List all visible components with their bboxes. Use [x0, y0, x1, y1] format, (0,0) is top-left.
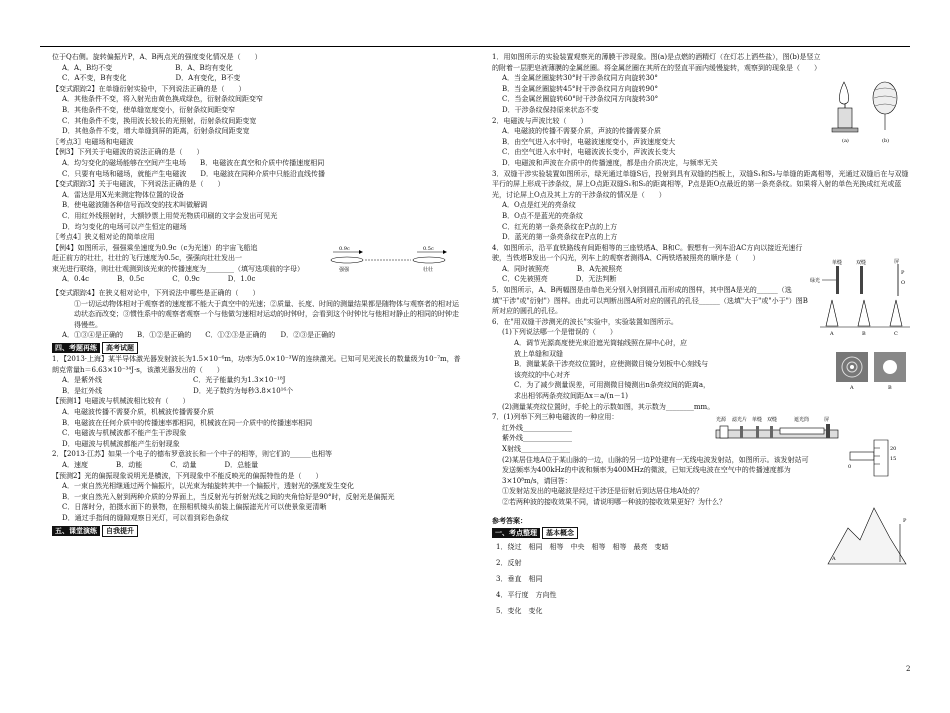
question-line: 【变式跟踪3】关于电磁波，下列说法正确的是（ ） — [52, 180, 225, 189]
option-line: C．其他条件不变，换用波长较长的光照射，衍射条纹间距变宽 — [62, 116, 257, 125]
option-line: A．电磁波的传播不需要介质，声波的传播需要介质 — [502, 127, 662, 136]
lamp-base — [832, 128, 858, 132]
velocity-label: 0.5c — [423, 246, 434, 252]
option-line: A．是紫外线 C．光子能量约为1.3×10⁻¹⁸J — [62, 376, 286, 385]
soap-film-ring-icon — [873, 82, 897, 114]
diffraction-pattern-figure — [834, 350, 910, 390]
tower-b-icon — [858, 300, 870, 326]
scale-label-0: 0 — [848, 464, 852, 470]
option-line: C．日落时分，拍摄水面下的景物，在照相机镜头前装上偏振滤光片可以使景象更清晰 — [62, 503, 327, 512]
option-line: A．同时被照亮 B．A先被照亮 — [502, 264, 623, 273]
option-line: D．蓝光的第一条亮条纹在P点的上方 — [502, 233, 618, 242]
question-block: 1．【2013·上海】某半导体激光器发射波长为1.5×10⁻⁶m，功率为5.0×10⁻³W的连续激光。已知可见光波长的数量级为10⁻⁷m，普朗克常量h＝6.63×10⁻³⁴J·s，该激光器发出的（ ） — [52, 355, 461, 374]
mountain-figure — [826, 500, 910, 566]
blank-line: 红外线______________ — [502, 423, 572, 432]
apparatus-figure — [714, 414, 842, 448]
slit1-label: 单缝 — [752, 417, 763, 423]
filter — [740, 426, 743, 438]
statement-block: ①一切运动物体相对于观察者的速度都不能大于真空中的光速；②质量、长度、时间的测量结果都是随物体与观察者的相对运动状态而改变；③惯性系中的观察者观察一个与他做匀速相对运动的时钟时，会看到这个时钟比与他相对静止的相同的时钟走得慢些。 — [74, 299, 459, 329]
velocity-label: 0.9c — [339, 246, 350, 252]
answer-line: 3．垂直 相同 — [496, 575, 543, 584]
question-line: 【例4】如图所示，强强乘坐速度为0.9c（c为光速）的宇宙飞船追 — [52, 243, 258, 252]
section-number: 四、考题再练 — [52, 343, 100, 353]
option-line: D．通过手指间的缝隙观察日光灯，可以看到彩色条纹 — [62, 513, 229, 522]
question-block: 1．用如图所示的实验装置观察光的薄膜干涉现象。图(a)是点燃的酒精灯（在灯芯上洒些盐），图(b)是竖立的附着一层肥皂液薄膜的金属丝圈。将金属丝圈在其所在的竖直平面内缓慢旋转，观察到的现象是（ ） — [492, 53, 821, 72]
section-heading-5 — [52, 525, 464, 537]
tower-a-icon — [826, 300, 838, 326]
question-line: 束光进行联络，则壮壮观测到该光束的传播速度为________（填写选项前的字母） — [52, 264, 304, 273]
option-line: A．当金属丝圈旋转30°时干涉条纹同方向旋转30° — [502, 74, 658, 83]
option-line: B．是红外线 D．光子数约为每秒3.8×10¹⁶个 — [62, 386, 294, 395]
sleeve — [850, 452, 874, 460]
subquestion-line: ①发射站发出的电磁波是经过干涉还是衍射后到达居住地A处的？ — [502, 487, 704, 496]
arrow-head — [443, 250, 447, 254]
section-number: 五、课堂演练 — [52, 526, 100, 536]
question-block: 4．如图所示，沿平直铁路线有间距相等的三座铁塔A、B和C。假想有一列车沿AC方向以接近光速行驶，当铁塔B发出一个闪光，列车上的观察者测得A、C两铁塔被照亮的顺序是（ ） — [492, 243, 803, 263]
question-block: 3．双缝干涉实验装置如图所示，绿光通过单缝S后，投射到具有双缝的挡板上，双缝S₁和S₂与单缝的距离相等，光通过双缝后在与双缝平行的屏上形成干涉条纹，屏上O点距双缝S₁和S₂的距离相等，P点是距O点最近的第一条亮条纹。如果将入射的单色光换成红光或蓝光，讨论屏上O点及其上方的干涉条纹的情况是（ ） — [492, 169, 909, 199]
pattern-a-label: A — [850, 385, 854, 390]
point-o-label: O — [901, 280, 906, 286]
spaceship-figure — [325, 244, 455, 274]
light-source-icon — [720, 426, 728, 438]
alcohol-lamp-icon — [838, 108, 852, 128]
blank-line: X射线______________ — [502, 444, 570, 453]
pattern-b-label: B — [888, 385, 892, 390]
option-line: C．用红外线照射时，大额钞票上用荧光物质印刷的文字会发出可见光 — [62, 211, 278, 220]
mountain-range — [828, 508, 906, 564]
light-tube — [780, 428, 824, 434]
question-line: 【预测2】光的偏振现象说明光是横波，下列现象中不能反映光的偏振特性的是（ ） — [52, 471, 323, 480]
question-line: 【变式跟踪4】在狭义相对论中，下列说法中哪些是正确的（ ） — [52, 289, 260, 298]
ship-b-label: 壮壮 — [423, 267, 434, 273]
option-line: C．由空气进入水中时，电磁波波长变小，声波波长变大 — [502, 148, 676, 157]
option-line: C．C先被照亮 D．无法判断 — [502, 275, 617, 284]
single-slit — [756, 426, 759, 438]
option-line: A．雷达是用X光来测定物体位置的设备 — [62, 190, 185, 199]
option-line: D．电磁波和声波在介质中的传播速度，都是由介质决定，与频率无关 — [502, 158, 718, 167]
option-line: B．电磁波在任何介质中的传播速率都相同，机械波在同一介质中的传播速率相同 — [62, 418, 313, 427]
option-line: B．使电磁波随各种信号而改变的技术叫做解调 — [62, 201, 208, 210]
tower-c-icon — [890, 300, 902, 326]
ship-a-label: 强强 — [339, 267, 350, 273]
arrow-head — [359, 250, 363, 254]
option-line: D．均匀变化的电场可以产生恒定的磁场 — [62, 222, 187, 231]
source-label: 光源 — [716, 417, 727, 423]
tower-figure — [818, 296, 912, 336]
option-line: A．均匀变化的磁场能够在空间产生电场 B．电磁波在真空和介质中传播速度相同 — [62, 158, 325, 167]
filter-label: 滤光片 — [732, 417, 748, 423]
option-line: C．A不变，B有变化 D．A有变化，B不变 — [62, 74, 241, 83]
tower-a-label: A — [830, 331, 834, 336]
left-column — [52, 52, 464, 537]
screen-eyepiece — [826, 424, 830, 438]
text-line: 位于Q右侧。旋转偏振片P，A、B两点光的强度变化情况是（ ） — [52, 53, 262, 61]
option-line: C．红光的第一条亮条纹在P点的上方 — [502, 222, 618, 231]
figure-b-label: (b) — [882, 138, 890, 144]
option-line: B．O点不是蓝光的亮条纹 — [502, 211, 583, 220]
option-line: C．当金属丝圈旋转60°时干涉条纹同方向旋转30° — [502, 95, 659, 104]
option-line: B．当金属丝圈旋转45°时干涉条纹同方向旋转90° — [502, 84, 658, 93]
answer-line: 1．绕过 相同 相等 中央 相等 相等 最亮 变暗 — [496, 543, 669, 552]
double-slit-plate — [860, 266, 863, 294]
question-block: 5．如图所示，A、B两幅图是由单色光分别入射到圆孔而形成的图样，其中图A是光的______（选填"干涉"或"衍射"）图样。由此可以判断出图A所对应的圆孔的孔径______（选填"大于"或"小于"）图B所对应的圆孔的孔径。 — [492, 286, 808, 316]
question-line: 7．(1)列举下列三种电磁波的一种应用： — [492, 413, 619, 422]
option-line: C．只要有电场和磁场，就能产生电磁波 D．电磁波在同种介质中只能沿直线传播 — [62, 169, 325, 178]
question-line: 2．【2013·江苏】如果一个电子的德布罗意波长和一个中子的相等，则它们的______也相等 — [52, 450, 332, 459]
single-slit-plate — [836, 266, 839, 294]
option-line: A．①③④是正确的 B．①②是正确的 C．①②③是正确的 D．②③是正确的 — [62, 331, 336, 340]
double-slit-figure — [808, 258, 908, 298]
option-block: C．为了减少测量误差，可用测微目镜测出n条亮纹间的距离a，求出相邻两条亮纹间距Δx＝a/(n－1) — [514, 381, 711, 400]
topic-heading: 〖考点3〗电磁场和电磁波 — [52, 137, 134, 146]
spaceship-b — [413, 257, 445, 263]
question-line: 6．在"用双缝干涉测光的波长"实验中，实验装置如图所示。 — [492, 317, 678, 326]
question-line: 2．电磁波与声波比较（ ） — [492, 116, 588, 125]
tower-c-label: C — [894, 331, 898, 336]
answer-line: 4．平行度 方向性 — [496, 591, 557, 600]
answer-line: 5．变化 变化 — [496, 607, 543, 616]
subquestion-line: ②若两种波的接收效果不同，请说明哪一种波的接收效果更好？为什么？ — [502, 497, 726, 506]
section-title: 自我提升 — [102, 525, 138, 537]
blank-line: 紫外线______________ — [502, 434, 572, 443]
option-block: B．一束自然光入射到两种介质的分界面上，当反射光与折射光线之间的夹角恰好是90°时，反射光是偏振光 — [62, 492, 395, 501]
answer-line: 2．反射 — [496, 559, 522, 568]
thimble — [874, 440, 888, 476]
option-line: A．速度 B．动能 C．动量 D．总能量 — [62, 460, 259, 469]
option-line: D．电磁波与机械波都能产生衍射现象 — [62, 439, 180, 448]
tube-label: 遮光筒 — [794, 417, 810, 423]
figure-a-label: (a) — [842, 138, 849, 144]
page-number: 2 — [906, 665, 911, 673]
tower-b-label: B — [862, 331, 866, 336]
point-a-label: A — [832, 556, 836, 562]
option-line: A．O点是红光的亮条纹 — [502, 201, 576, 210]
option-line: A．0.4c B．0.5c C．0.9c D．1.0c — [62, 275, 256, 284]
screen-label: 屏 — [824, 417, 830, 423]
header-rule — [40, 46, 910, 47]
bright-disk — [883, 360, 897, 374]
screen-label: 屏 — [894, 259, 900, 265]
single-slit-label: 单缝 — [832, 260, 843, 266]
subquestion-block: (2)某居住地A位于某山脉的一边，山脉的另一边P处建有一无线电波发射站，如图所示。该发射站可发送频率为400kHz的中波和频率为400MHz的微波，已知无线电波在空气中的传播速度都为3×10⁸m/s，请回答： — [502, 455, 809, 485]
option-block: A．调节光源高度使光束沿遮光筒轴线照在屏中心时，应放上单缝和双缝 — [514, 339, 688, 358]
section-number: 一、考点整理 — [492, 528, 540, 538]
micrometer-figure — [846, 432, 906, 492]
lamp-film-figure — [830, 76, 910, 146]
question-line: 【例3】下列关于电磁波的说法正确的是（ ） — [52, 148, 204, 157]
subquestion-line: (1)下列说法哪一个是错误的（ ） — [502, 328, 617, 337]
scale-label-15: 15 — [890, 456, 897, 462]
option-block: B．测量某条干涉亮纹位置时，应使测微目镜分划板中心刻线与该亮纹的中心对齐 — [514, 360, 709, 379]
center-spot — [850, 365, 854, 369]
option-line: A．一束自然光相继通过两个偏振片，以光束为轴旋转其中一个偏振片，透射光的强度发生变化 — [62, 482, 355, 491]
section-heading-4 — [52, 342, 464, 354]
flame-icon — [840, 82, 849, 104]
slit2-label: 双缝 — [767, 417, 778, 423]
option-line: B．其他条件不变，使单缝宽度变小，衍射条纹间距变窄 — [62, 105, 236, 114]
answer-key-title: 参考答案： — [492, 515, 527, 525]
option-line: A．其他条件不变，将入射光由黄色换成绿色，衍射条纹间距变窄 — [62, 95, 264, 104]
question-line: 赶正前方的壮壮，壮壮的飞行速度为0.5c，强强向壮壮发出一 — [52, 254, 243, 263]
option-line: A．A、B均不变 B．A、B均有变化 — [62, 63, 233, 72]
section-title: 基本概念 — [542, 527, 578, 539]
double-slit — [770, 426, 773, 438]
point-p-label: P — [901, 270, 905, 276]
option-line: D．干涉条纹保持原来状态不变 — [502, 105, 599, 114]
option-line: B．由空气进入水中时，电磁波速度变小，声波速度变大 — [502, 137, 676, 146]
option-line: A．电磁波传播不需要介质，机械波传播需要介质 — [62, 408, 215, 416]
topic-heading: 〖考点4〗狭义相对论的简单应用 — [52, 233, 155, 242]
green-light-label: 绿光 — [810, 278, 821, 284]
subquestion-line: (2)测量某亮纹位置时，手轮上的示数如图，其示数为________mm。 — [502, 402, 715, 411]
spaceship-a — [331, 257, 363, 263]
point-p-label: P — [903, 518, 907, 524]
question-line: 【预测1】电磁波与机械波相比较有（ ） — [52, 397, 190, 406]
scale-label-20: 20 — [890, 446, 897, 452]
question-line: 【变式跟踪2】在单缝衍射实验中，下列说法正确的是（ ） — [52, 84, 246, 93]
double-slit-label: 双缝 — [856, 260, 867, 266]
option-line: C．电磁波与机械波都不能产生干涉现象 — [62, 429, 187, 438]
option-line: D．其他条件不变，增大单缝到屏的距离，衍射条纹间距变宽 — [62, 127, 250, 136]
section-title: 高考试题 — [102, 342, 138, 354]
